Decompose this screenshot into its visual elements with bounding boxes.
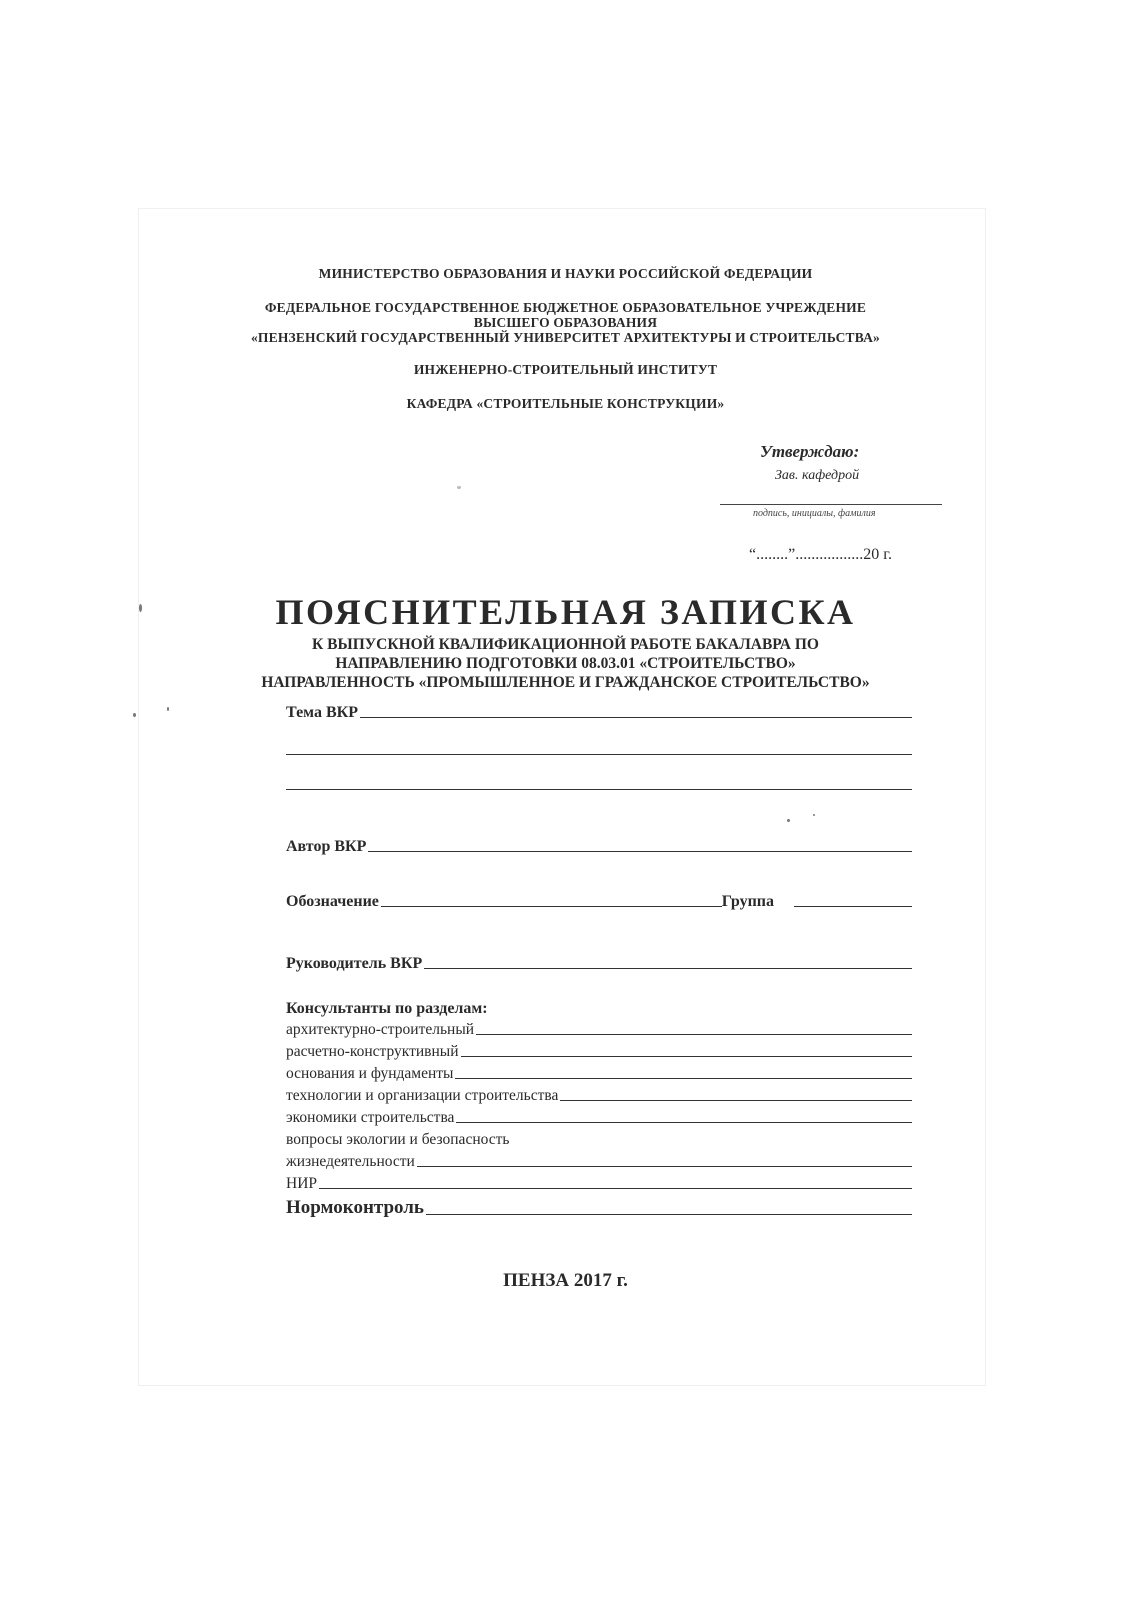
consultant-row bbox=[286, 1065, 912, 1083]
consultant-section-label: технологии и организации строительства bbox=[286, 1087, 559, 1104]
supervisor-label: Руководитель ВКР bbox=[286, 955, 423, 972]
consultant-line[interactable] bbox=[560, 1100, 912, 1101]
ecology-label-2: жизнедеятельности bbox=[286, 1153, 415, 1170]
institution-line-2: ВЫСШЕГО ОБРАЗОВАНИЯ bbox=[473, 315, 658, 330]
subtitle-line-3: НАПРАВЛЕННОСТЬ «ПРОМЫШЛЕННОЕ И ГРАЖДАНСКОЕ СТРОИТЕЛЬСТВО» bbox=[261, 674, 870, 691]
scan-speck bbox=[457, 486, 461, 489]
topic-line[interactable] bbox=[360, 717, 912, 718]
designation-line[interactable] bbox=[381, 906, 722, 907]
scan-speck bbox=[139, 604, 142, 612]
ecology-line[interactable] bbox=[417, 1166, 912, 1167]
normcontrol-label: Нормоконтроль bbox=[286, 1197, 424, 1218]
consultant-line[interactable] bbox=[455, 1078, 912, 1079]
institution-line-3: «ПЕНЗЕНСКИЙ ГОСУДАРСТВЕННЫЙ УНИВЕРСИТЕТ АРХИТЕКТУРЫ И СТРОИТЕЛЬСТВА» bbox=[250, 330, 881, 345]
consultant-line[interactable] bbox=[456, 1122, 912, 1123]
topic-line-2[interactable] bbox=[286, 754, 912, 755]
author-line[interactable] bbox=[368, 851, 912, 852]
consultant-line[interactable] bbox=[476, 1034, 912, 1035]
consultant-row bbox=[286, 1043, 912, 1061]
author-label: Автор ВКР bbox=[286, 838, 367, 855]
designation-label: Обозначение bbox=[286, 893, 379, 910]
approval-role: Зав. кафедрой bbox=[775, 468, 860, 483]
consultant-section-label: расчетно-конструктивный bbox=[286, 1043, 459, 1060]
signature-line bbox=[720, 504, 942, 505]
normcontrol-line[interactable] bbox=[426, 1214, 912, 1215]
consultant-section-label: экономики строительства bbox=[286, 1109, 455, 1126]
consultant-row bbox=[286, 1021, 912, 1039]
scan-speck bbox=[813, 814, 815, 816]
designation-row bbox=[286, 893, 912, 911]
normcontrol-row bbox=[286, 1197, 912, 1219]
topic-row bbox=[286, 704, 912, 722]
group-line[interactable] bbox=[794, 906, 912, 907]
research-line[interactable] bbox=[319, 1188, 912, 1189]
consultant-section-label: основания и фундаменты bbox=[286, 1065, 454, 1082]
consultant-line[interactable] bbox=[461, 1056, 913, 1057]
consultant-section-label: архитектурно-строительный bbox=[286, 1021, 475, 1038]
consultant-row bbox=[286, 1109, 912, 1127]
scan-speck bbox=[133, 713, 136, 717]
subtitle-line-1: К ВЫПУСКНОЙ КВАЛИФИКАЦИОННОЙ РАБОТЕ БАКАЛАВРА ПО bbox=[312, 636, 819, 653]
supervisor-row bbox=[286, 955, 912, 973]
ministry-heading: МИНИСТЕРСТВО ОБРАЗОВАНИЯ И НАУКИ РОССИЙСКОЙ ФЕДЕРАЦИИ bbox=[318, 266, 813, 281]
city-year: ПЕНЗА 2017 г. bbox=[503, 1270, 628, 1291]
department-heading: КАФЕДРА «СТРОИТЕЛЬНЫЕ КОНСТРУКЦИИ» bbox=[406, 396, 725, 411]
supervisor-line[interactable] bbox=[424, 968, 912, 969]
scan-speck bbox=[787, 819, 790, 822]
document-title: ПОЯСНИТЕЛЬНАЯ ЗАПИСКА bbox=[275, 592, 856, 632]
consultants-heading-row bbox=[286, 1000, 912, 1018]
topic-line-3[interactable] bbox=[286, 789, 912, 790]
signature-caption: подпись, инициалы, фамилия bbox=[753, 508, 876, 519]
research-row bbox=[286, 1175, 912, 1193]
ecology-row-1 bbox=[286, 1131, 912, 1149]
ecology-label-1: вопросы экологии и безопасность bbox=[286, 1131, 510, 1148]
institution-line-1: ФЕДЕРАЛЬНОЕ ГОСУДАРСТВЕННОЕ БЮДЖЕТНОЕ ОБРАЗОВАТЕЛЬНОЕ УЧРЕЖДЕНИЕ bbox=[264, 300, 867, 315]
subtitle-line-2: НАПРАВЛЕНИЮ ПОДГОТОВКИ 08.03.01 «СТРОИТЕЛЬСТВО» bbox=[335, 655, 796, 672]
scan-speck bbox=[167, 707, 169, 711]
ecology-row-2 bbox=[286, 1153, 912, 1171]
author-row bbox=[286, 838, 912, 856]
research-label: НИР bbox=[286, 1175, 318, 1192]
approval-date: “........”.................20 г. bbox=[749, 546, 892, 563]
consultant-row bbox=[286, 1087, 912, 1105]
topic-label: Тема ВКР bbox=[286, 704, 358, 721]
group-label: Группа bbox=[721, 893, 774, 910]
institute-heading: ИНЖЕНЕРНО-СТРОИТЕЛЬНЫЙ ИНСТИТУТ bbox=[413, 362, 718, 377]
consultants-label: Консультанты по разделам: bbox=[286, 1000, 488, 1017]
approval-label: Утверждаю: bbox=[760, 442, 860, 461]
